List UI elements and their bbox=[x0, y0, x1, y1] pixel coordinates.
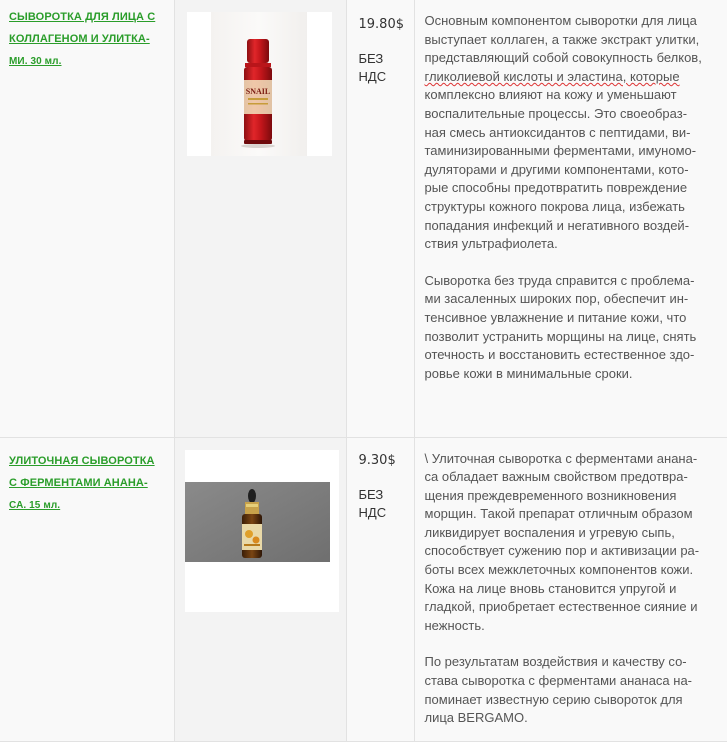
product-image-cell bbox=[174, 0, 346, 437]
product-price: 19.80$ bbox=[358, 17, 404, 32]
description-paragraph bbox=[425, 653, 719, 727]
description-paragraph bbox=[425, 272, 719, 384]
text-line: тенсивное увлажнение и питание кожи, что bbox=[424, 309, 687, 325]
product-image[interactable] bbox=[185, 450, 339, 612]
text-line: воспалительные процессы. Это своеобраз- bbox=[424, 105, 688, 121]
product-price-cell bbox=[346, 437, 414, 741]
text-line: Кожа на лице вновь становится упругой и bbox=[424, 580, 677, 596]
text-line: ровье кожи в минимальные сроки. bbox=[424, 365, 633, 381]
tax-note-line: БЕЗ bbox=[358, 51, 384, 66]
text-line: ми засаленных широких пор, обеспечит ин- bbox=[424, 291, 689, 307]
product-row bbox=[0, 437, 727, 741]
product-name-line: МИ. 30 мл. bbox=[9, 56, 62, 67]
text-line: гладкой, приобретает естественное сияние и bbox=[424, 599, 698, 615]
tax-note-line: НДС bbox=[358, 504, 387, 520]
text-line: дуляторами и другими компонентами, кото- bbox=[424, 161, 689, 177]
tax-note-line: НДС bbox=[358, 69, 387, 84]
text-line: поминает известную серию сывороток для bbox=[424, 691, 683, 707]
text-line: ная смесь антиоксидантов с пептидами, ви- bbox=[424, 124, 691, 140]
text-line: са обладает важным свойством предотвра- bbox=[424, 469, 688, 485]
text-line: лица BERGAMO. bbox=[424, 710, 528, 726]
product-name-line: УЛИТОЧНАЯ СЫВОРОТКА bbox=[9, 454, 155, 467]
product-link[interactable] bbox=[0, 438, 174, 517]
description-paragraph bbox=[425, 12, 719, 254]
bottle-label: SNAIL bbox=[245, 87, 270, 96]
text-line: морщин. Такой препарат отличным образом bbox=[424, 506, 693, 522]
product-link[interactable] bbox=[0, 0, 174, 73]
text-line: выступает коллаген, а также экстракт улитки, bbox=[424, 31, 700, 47]
text-line: щения преждевременного возникновения bbox=[424, 487, 677, 503]
text-line: позволит устранить морщины на лице, снять bbox=[424, 328, 697, 344]
product-name-line: КОЛЛАГЕНОМ И УЛИТКА- bbox=[9, 33, 150, 45]
product-price: 9.30$ bbox=[358, 452, 396, 468]
product-name-line: СА. 15 мл. bbox=[9, 499, 61, 511]
text-line: гликолиевой кислоты и эластина, которые bbox=[424, 68, 680, 84]
text-line: попадания инфекций и негативного воздей- bbox=[424, 217, 690, 233]
product-price-cell bbox=[346, 0, 414, 437]
text-line: способствует сужению пор и активизации ра- bbox=[424, 543, 700, 559]
text-line: рые способны предотвратить повреждение bbox=[424, 180, 688, 196]
product-description bbox=[415, 438, 727, 728]
text-line: \ Улиточная сыворотка с ферментами анана- bbox=[424, 450, 698, 466]
text-line: структуры кожного покрова лица, избежать bbox=[424, 198, 685, 214]
text-line: става сыворотка с ферментами ананаса на- bbox=[424, 673, 693, 689]
tax-note bbox=[347, 34, 414, 86]
product-description-cell bbox=[414, 0, 727, 437]
text-line: отечность и восстановить естественное здо- bbox=[424, 347, 695, 363]
text-line: представляющий собой совокупность белков, bbox=[424, 50, 702, 66]
product-description bbox=[415, 0, 727, 383]
text-line: ликвидирует воспаления и угревую сыпь, bbox=[424, 524, 675, 540]
tax-note bbox=[347, 470, 414, 522]
text-line: нежность. bbox=[424, 617, 485, 633]
product-name-cell bbox=[0, 0, 174, 437]
serum-bottle-image bbox=[187, 12, 332, 156]
product-image[interactable] bbox=[187, 12, 332, 156]
description-paragraph bbox=[425, 450, 719, 636]
text-line: боты всех межклеточных компонентов кожи. bbox=[424, 562, 694, 578]
product-description-cell bbox=[414, 437, 727, 741]
text-line: таминизированными ферментами, имуномо- bbox=[424, 143, 697, 159]
text-line: комплексно влияют на кожу и уменьшают bbox=[424, 87, 677, 103]
product-name-line: СЫВОРОТКА ДЛЯ ЛИЦА С bbox=[9, 11, 156, 23]
tax-note-line: БЕЗ bbox=[358, 486, 384, 502]
text-line: Сыворотка без труда справится с проблема- bbox=[424, 272, 695, 288]
text-line: ствия ультрафиолета. bbox=[424, 236, 558, 252]
text-line: По результатам воздействия и качеству со- bbox=[424, 654, 687, 670]
product-name-cell bbox=[0, 437, 174, 741]
text-line: Основным компонентом сыворотки для лица bbox=[424, 13, 697, 28]
product-image-cell bbox=[174, 437, 346, 741]
serum-dropper-image bbox=[185, 450, 339, 612]
product-name-line: С ФЕРМЕНТАМИ АНАНА- bbox=[9, 476, 148, 489]
